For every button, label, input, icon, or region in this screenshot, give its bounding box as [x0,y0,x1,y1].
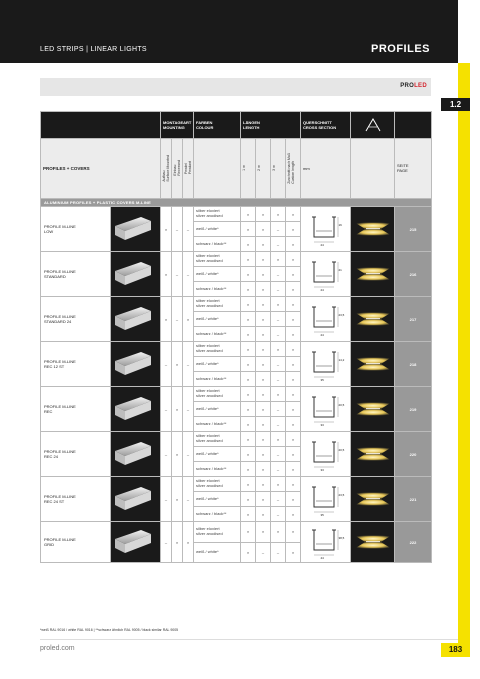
length-mark: – [271,222,286,237]
length-mark: × [241,432,256,447]
length-mark: × [256,432,271,447]
length-mark: – [271,267,286,282]
cross-section-drawing [301,342,351,387]
colour-option: weiß / white* [194,492,241,507]
product-name: PROFILE M-LINE STANDARD [41,252,111,297]
length-mark: × [256,507,271,522]
light-distribution-image [351,342,395,387]
profile-photo [111,477,161,522]
colour-option: weiß / white* [194,222,241,237]
cross-section-header: QUERSCHNITT CROSS SECTION [301,112,351,139]
colour-option: schwarz / black** [194,327,241,342]
length-mark: – [271,402,286,417]
recessed-label: Einbau Recessed [173,160,181,176]
product-name: PROFILE M-LINE REC [41,387,111,432]
length-header: LÄNGEN LENGTH [241,112,301,139]
mounting-mark: – [183,342,194,387]
length-mark: × [286,312,301,327]
length-mark: × [256,357,271,372]
proled-logo: PROLED [400,83,427,89]
length-mark: × [256,447,271,462]
length-mark: × [286,222,301,237]
mounting-mark: – [172,207,183,252]
length-mark: × [286,327,301,342]
length-mark: × [256,312,271,327]
length-mark: × [286,207,301,222]
colour-option: weiß / white* [194,542,241,563]
pendant-label: Pendel Pendant [184,161,192,175]
length-mark: × [271,477,286,492]
light-distribution-image [351,522,395,563]
dim-width: 44 [320,556,324,560]
page-reference: 217 [395,297,432,342]
product-name: PROFILE M-LINE LOW [41,207,111,252]
page-reference: 215 [395,207,432,252]
page-reference: 216 [395,252,432,297]
section-title: ALUMINIUM PROFILES + PLASTIC COVERS M-LINE [41,199,432,207]
brand-bar [40,78,431,96]
length-mark: – [271,357,286,372]
length-3m-label: 3 m [272,165,276,171]
length-mark: × [241,357,256,372]
colour-option: silber eloxiert silver anodised [194,522,241,543]
mounting-mark: – [183,252,194,297]
colour-option: silber eloxiert silver anodised [194,432,241,447]
length-mark: × [286,477,301,492]
dim-height: 23,5 [338,313,345,317]
length-mark: – [271,372,286,387]
length-mark: × [286,357,301,372]
page-number: 183 [441,643,470,657]
mounting-mark: – [183,477,194,522]
length-mark: – [271,507,286,522]
length-mark: × [286,252,301,267]
top-banner [0,0,458,63]
length-mark: × [241,417,256,432]
mounting-mark: × [172,432,183,477]
colour-option: silber eloxiert silver anodised [194,297,241,312]
footer-url: proled.com [40,645,75,652]
length-mark: – [271,282,286,297]
colour-option: weiß / white* [194,402,241,417]
length-mark: × [241,522,256,543]
dim-height: 20,5 [338,448,345,452]
table-row [41,477,432,492]
page-reference: 222 [395,522,432,563]
colour-option: schwarz / black** [194,507,241,522]
length-mark: × [286,522,301,543]
table-row [41,297,432,312]
length-mark: × [256,267,271,282]
table-subheader-row [41,139,432,199]
length-mark: × [241,447,256,462]
mounting-mark: × [183,522,194,563]
length-mark: × [286,282,301,297]
length-mark: – [271,237,286,252]
length-mark: – [256,542,271,563]
mounting-mark: × [161,252,172,297]
page-reference: 220 [395,432,432,477]
light-distribution-image [351,387,395,432]
length-mark: × [286,372,301,387]
length-mark: × [256,342,271,357]
cross-section-drawing [301,252,351,297]
length-mark: × [256,477,271,492]
page-reference: 218 [395,342,432,387]
length-mark: × [256,237,271,252]
length-mark: × [286,417,301,432]
length-1m-label: 1 m [242,165,246,171]
mounting-mark: – [161,477,172,522]
length-mark: – [271,542,286,563]
length-mark: × [271,297,286,312]
light-distribution-image [351,297,395,342]
colour-option: schwarz / black** [194,462,241,477]
length-mark: – [271,447,286,462]
mm-label: mm [301,139,351,199]
colour-option: schwarz / black** [194,417,241,432]
colour-option: schwarz / black** [194,282,241,297]
footnote: *weiß RAL 9016 / white RAL 9016 | **schwarz ähnlich RAL 9005 / black similar RAL 9005 [40,628,179,632]
dim-width: 24 [320,243,324,247]
profile-photo [111,252,161,297]
length-mark: × [241,507,256,522]
colour-option: silber eloxiert silver anodised [194,387,241,402]
length-mark: × [241,492,256,507]
custom-length-label: Zuschnitt nach Maß Custom length [287,152,295,184]
length-mark: × [286,342,301,357]
dim-height: 20,5 [338,403,345,407]
length-mark: × [286,462,301,477]
mounting-mark: – [183,207,194,252]
length-mark: × [241,462,256,477]
length-mark: × [271,522,286,543]
length-mark: × [241,267,256,282]
length-mark: × [271,432,286,447]
yellow-side-bar [458,63,470,643]
header-category: LED STRIPS | LINEAR LIGHTS [40,46,147,53]
dim-height: 14,2 [338,358,345,362]
mounting-mark: – [172,297,183,342]
light-distribution-image [351,207,395,252]
table-row [41,432,432,447]
colour-option: weiß / white* [194,267,241,282]
length-mark: – [271,492,286,507]
length-mark: × [256,522,271,543]
length-mark: × [286,402,301,417]
page-label: SEITE PAGE [395,139,432,199]
dim-height: 21 [338,268,342,272]
mounting-mark: × [172,342,183,387]
dim-width: 33 [320,468,324,472]
length-mark: × [286,267,301,282]
mounting-mark: × [172,387,183,432]
mounting-mark: – [172,252,183,297]
dim-height: 38,5 [338,536,345,540]
product-name: PROFILE M-LINE REC 24 ST [41,477,111,522]
length-mark: × [241,252,256,267]
dim-width: 35 [320,513,324,517]
footer-divider [40,639,458,640]
light-distribution-image [351,432,395,477]
dim-width: 35 [320,378,324,382]
profiles-covers-label: PROFILES + COVERS [41,139,161,199]
mounting-mark: – [161,522,172,563]
product-overview-table [40,111,432,563]
length-mark: × [256,297,271,312]
length-mark: × [271,207,286,222]
profile-photo [111,342,161,387]
dim-width: 33 [320,423,324,427]
length-mark: × [286,542,301,563]
colour-option: schwarz / black** [194,372,241,387]
length-mark: × [256,387,271,402]
chapter-tab: 1.2 [441,98,470,111]
product-name: PROFILE M-LINE STANDARD 24 [41,297,111,342]
length-mark: × [256,282,271,297]
colour-header: FARBEN COLOUR [194,112,241,139]
length-mark: × [286,492,301,507]
cross-section-drawing [301,432,351,477]
length-mark: × [241,387,256,402]
colour-option: schwarz / black** [194,237,241,252]
length-mark: × [256,492,271,507]
table-row [41,252,432,267]
colour-option: weiß / white* [194,357,241,372]
length-mark: × [241,282,256,297]
mounting-header: MONTAGEART MOUNTING [161,112,194,139]
length-mark: × [241,237,256,252]
length-mark: × [286,297,301,312]
length-mark: × [286,237,301,252]
cross-section-drawing [301,477,351,522]
light-distribution-image [351,252,395,297]
product-name: PROFILE M-LINE GRID [41,522,111,563]
length-mark: × [241,297,256,312]
profile-photo [111,432,161,477]
length-mark: × [241,542,256,563]
dim-width: 24 [320,333,324,337]
length-mark: × [286,447,301,462]
length-mark: × [256,417,271,432]
length-mark: × [241,312,256,327]
cross-section-drawing [301,297,351,342]
profile-photo [111,207,161,252]
colour-option: weiß / white* [194,447,241,462]
length-mark: × [286,432,301,447]
dim-height: 23,5 [338,493,345,497]
mounting-mark: × [172,477,183,522]
profile-photo [111,522,161,563]
dim-width: 24 [320,288,324,292]
cross-section-drawing [301,387,351,432]
length-mark: × [256,327,271,342]
length-mark: × [241,207,256,222]
colour-option: silber eloxiert silver anodised [194,252,241,267]
length-mark: × [241,342,256,357]
header-section-title: PROFILES [370,43,430,55]
light-distribution-image [351,477,395,522]
length-mark: × [286,387,301,402]
mounting-mark: × [161,297,172,342]
beam-angle-icon [351,112,395,139]
length-mark: × [256,372,271,387]
length-mark: – [271,417,286,432]
length-mark: × [271,252,286,267]
colour-option: weiß / white* [194,312,241,327]
length-2m-label: 2 m [257,165,261,171]
mounting-mark: – [161,342,172,387]
table-header-row [41,112,432,139]
length-mark: – [271,327,286,342]
length-mark: × [241,372,256,387]
product-name: PROFILE M-LINE REC 24 [41,432,111,477]
mounting-mark: – [161,387,172,432]
mounting-mark: × [183,297,194,342]
length-mark: × [241,477,256,492]
length-mark: × [241,327,256,342]
cross-section-drawing [301,522,351,563]
length-mark: × [256,462,271,477]
dim-height: 16 [338,223,342,227]
product-name: PROFILE M-LINE REC 12 ST [41,342,111,387]
mounting-mark: – [161,432,172,477]
length-mark: × [286,507,301,522]
length-mark: × [256,252,271,267]
length-mark: × [271,342,286,357]
colour-option: silber eloxiert silver anodised [194,342,241,357]
length-mark: – [271,312,286,327]
colour-option: silber eloxiert silver anodised [194,477,241,492]
mounting-mark: × [161,207,172,252]
colour-option: silber eloxiert silver anodised [194,207,241,222]
length-mark: × [256,222,271,237]
page-reference: 219 [395,387,432,432]
surface-mounted-label: Aufbau Surface Mounted [162,154,170,182]
table-row [41,522,432,543]
length-mark: × [241,222,256,237]
mounting-mark: – [183,432,194,477]
length-mark: × [256,402,271,417]
table-row [41,387,432,402]
table-row [41,342,432,357]
length-mark: – [271,462,286,477]
mounting-mark: – [183,387,194,432]
page-reference: 221 [395,477,432,522]
profile-photo [111,387,161,432]
length-mark: × [241,402,256,417]
mounting-mark: × [172,522,183,563]
profile-photo [111,297,161,342]
cross-section-drawing [301,207,351,252]
length-mark: × [271,387,286,402]
section-header-row [41,199,432,207]
table-row [41,207,432,222]
length-mark: × [256,207,271,222]
